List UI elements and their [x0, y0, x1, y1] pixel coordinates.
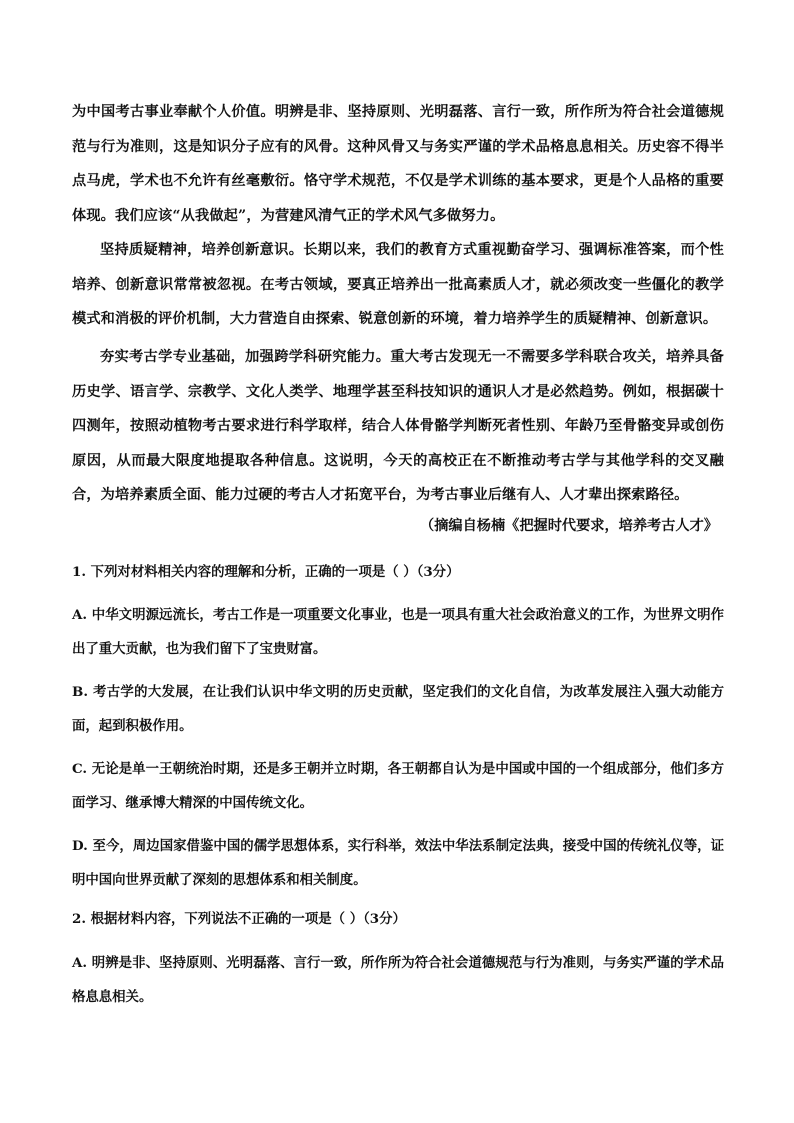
question-1-option-b: B. 考古学的大发展，在让我们认识中华文明的历史贡献，坚定我们的文化自信，为改革发展注入强大动能方面，起到积极作用。 — [72, 684, 724, 735]
question-1-option-d: D. 至今，周边国家借鉴中国的儒学思想体系，实行科举，效法中华法系制定法典，接受中国的传统礼仪等，证明中国向世界贡献了深刻的思想体系和相关制度。 — [72, 838, 724, 889]
passage-paragraph-1: 为中国考古事业奉献个人价值。明辨是非、坚持原则、光明磊落、言行一致，所作所为符合社会道德规范与行为准则，这是知识分子应有的风骨。这种风骨又与务实严谨的学术品格息息相关。历史容不得半点马虎，学术也不允许有丝毫敷衍。恪守学术规范，不仅是学术训练的基本要求，更是个人品格的重要体现。我们应该“从我做起”，为营建风清气正的学术风气多做努力。 — [72, 104, 724, 224]
question-1-option-a: A. 中华文明源远流长，考古工作是一项重要文化事业，也是一项具有重大社会政治意义的工作，为世界文明作出了重大贡献，也为我们留下了宝贵财富。 — [72, 607, 724, 658]
question-1-stem: 1. 下列对材料相关内容的理解和分析，正确的一项是（ ）（3分） — [72, 564, 460, 580]
question-1-option-c: C. 无论是单一王朝统治时期，还是多王朝并立时期，各王朝都自认为是中国或中国的一个组成部分，他们多方面学习、继承博大精深的中国传统文化。 — [72, 761, 724, 812]
question-2-option-a: A. 明辨是非、坚持原则、光明磊落、言行一致，所作所为符合社会道德规范与行为准则，与务实严谨的学术品格息息相关。 — [72, 955, 724, 1006]
question-2-stem: 2. 根据材料内容，下列说法不正确的一项是（ ）（3分） — [72, 911, 406, 927]
passage-source: （摘编自杨楠《把握时代要求，培养考古人才》 — [420, 518, 718, 534]
passage-paragraph-2: 坚持质疑精神，培养创新意识。长期以来，我们的教育方式重视勤奋学习、强调标准答案，而个性培养、创新意识常常被忽视。在考古领域，要真正培养出一批高素质人才，就必须改变一些僵化的教学模式和消极的评价机制，大力营造自由探索、锐意创新的环境，着力培养学生的质疑精神、创新意识。 — [72, 242, 724, 328]
passage-paragraph-3: 夯实考古学专业基础，加强跨学科研究能力。重大考古发现无一不需要多学科联合攻关，培养具备历史学、语言学、宗教学、文化人类学、地理学甚至科技知识的通识人才是必然趋势。例如，根据碳十四测年，按照动植物考古要求进行科学取样，结合人体骨骼学判断死者性别、年龄乃至骨骼变异或创伤原因，从而最大限度地提取各种信息。这说明，今天的高校正在不断推动考古学与其他学科的交叉融合，为培养素质全面、能力过硬的考古人才拓宽平台，为考古事业后继有人、人才辈出探索路径。 — [72, 349, 724, 504]
